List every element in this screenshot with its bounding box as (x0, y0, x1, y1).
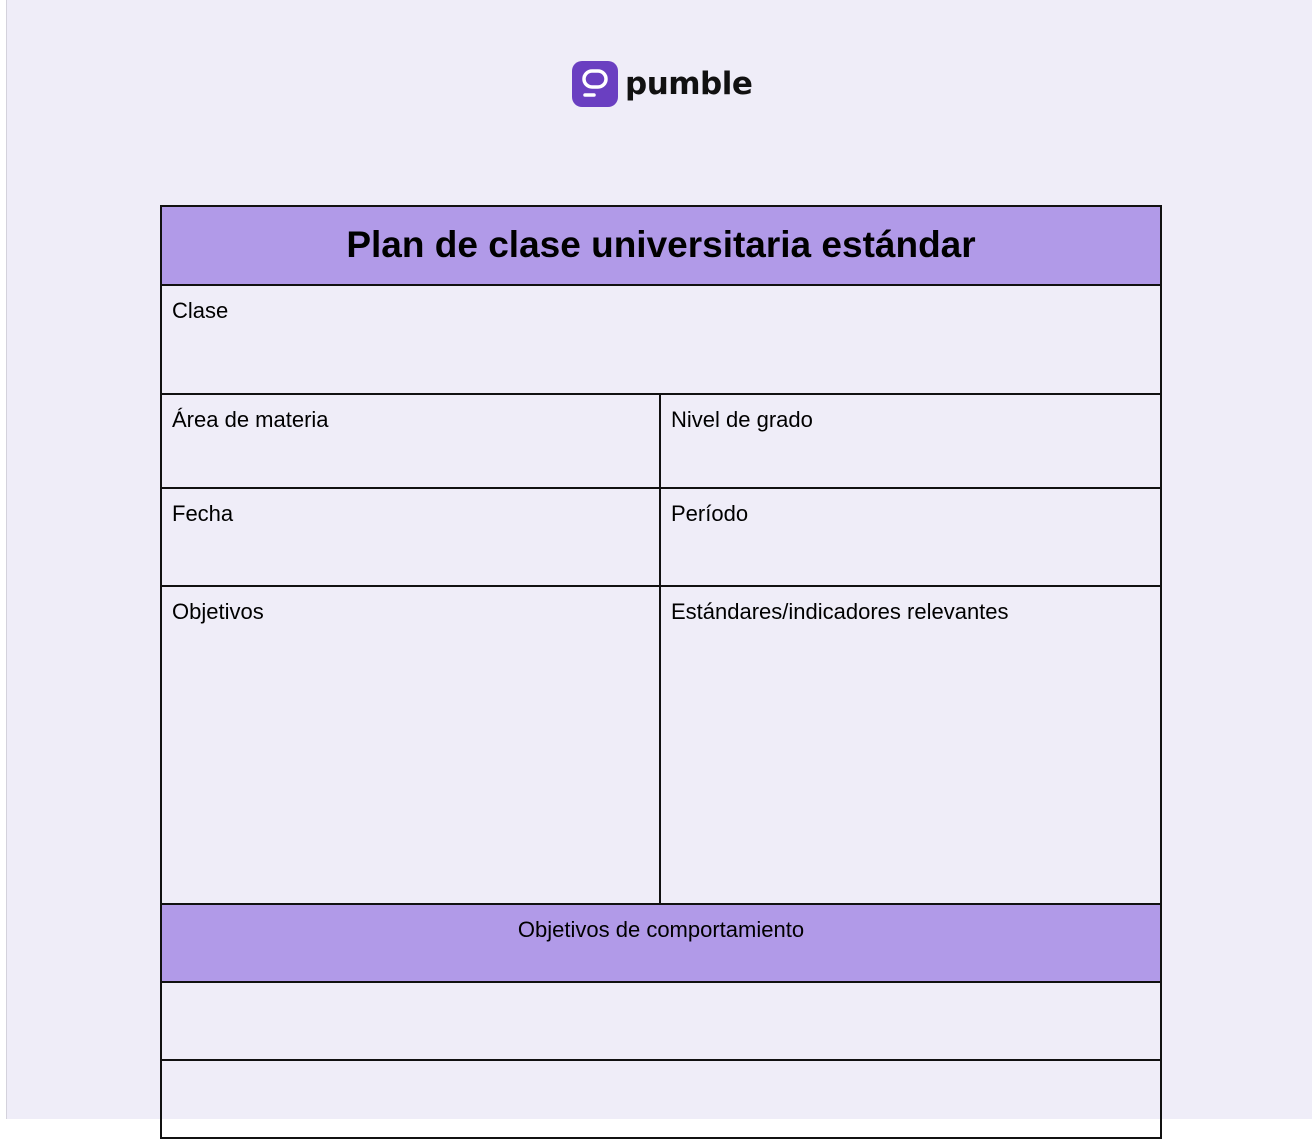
field-periodo: Período (660, 488, 1161, 586)
brand-name: pumble (625, 65, 753, 102)
field-objetivos: Objetivos (161, 586, 660, 904)
field-fecha: Fecha (161, 488, 660, 586)
field-area-de-materia: Área de materia (161, 394, 660, 488)
brand-logo (572, 60, 752, 108)
blank-row (161, 982, 1161, 1060)
pumble-logo-icon (572, 61, 618, 107)
document-page (6, 0, 1312, 1119)
blank-row (161, 1060, 1161, 1138)
document-title: Plan de clase universitaria estándar (161, 206, 1161, 285)
field-nivel-de-grado: Nivel de grado (660, 394, 1161, 488)
section-objetivos-comportamiento: Objetivos de comportamiento (161, 904, 1161, 982)
field-clase: Clase (161, 285, 1161, 394)
lesson-plan-table (160, 205, 1162, 1139)
field-estandares: Estándares/indicadores relevantes (660, 586, 1161, 904)
